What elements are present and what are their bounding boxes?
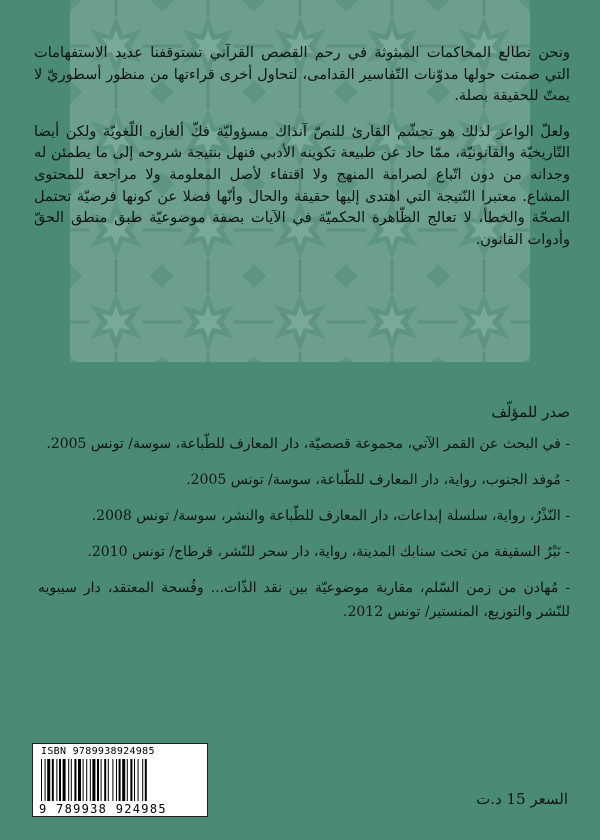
barcode-bar xyxy=(97,759,99,801)
barcode-bar xyxy=(112,759,113,801)
barcode-bar xyxy=(116,759,117,801)
barcode-bar xyxy=(119,759,121,801)
barcode-bar xyxy=(74,759,76,801)
bibliography-item: - نَبْرٌ السقيفة من تحت سنابك المدينة، رواية، دار سحر للنّشر، قرطاج/ تونس 2010. xyxy=(87,544,570,560)
barcode-bar xyxy=(101,759,102,801)
barcode-bar xyxy=(45,759,46,801)
isbn-label: ISBN 9789938924985 xyxy=(41,746,155,757)
barcode-bar xyxy=(145,759,147,801)
bibliography-item: - في البحث عن القمر الآتي، مجموعة قصصيّة، دار المعارف للطّباعة، سوسة/ تونس 2005. xyxy=(46,436,570,452)
bibliography-item: - النّذْرُ، رواية، سلسلة إبداعات، دار المعارف للطّباعة والنشر، سوسة/ تونس 2008. xyxy=(91,508,570,524)
bibliography-heading: صدر للمؤلّف xyxy=(491,403,570,421)
barcode-bar xyxy=(63,759,66,801)
price-label: السعر 15 د.ت xyxy=(476,790,568,808)
barcode-bar xyxy=(92,759,95,801)
isbn-barcode xyxy=(32,743,208,817)
bibliography-item: - مُهادن من زمن السّلم، مقاربة موضوعيّة بين نقد الذّات... وفُسحة المعتقد، دار سيبويه للنّشر والتوزيع، المنستير/ تونس 2012. xyxy=(38,580,570,620)
bibliography-list xyxy=(38,432,570,624)
bibliography-item: - مُوفد الجنوب، رواية، دار المعارف للطّباعة، سوسة/ تونس 2005. xyxy=(186,472,570,488)
back-cover-blurb xyxy=(34,42,570,264)
barcode-bar xyxy=(108,759,109,801)
barcode-bar xyxy=(56,759,57,801)
barcode-bar xyxy=(47,759,50,801)
barcode-bar xyxy=(59,759,61,801)
barcode-bar xyxy=(127,759,128,801)
barcode-bar xyxy=(78,759,81,801)
barcode-bar xyxy=(83,759,84,801)
isbn-digits: 9 789938 924985 xyxy=(39,802,167,816)
barcode-bar xyxy=(138,759,139,801)
barcode-bars xyxy=(39,759,203,801)
barcode-bar xyxy=(41,759,42,801)
author-bibliography xyxy=(38,400,570,636)
barcode-bar xyxy=(86,759,87,801)
barcode-bar xyxy=(122,759,125,801)
barcode-bar xyxy=(68,759,69,801)
barcode-bar xyxy=(71,759,72,801)
barcode-bar xyxy=(104,759,106,801)
barcode-bar xyxy=(52,759,54,801)
blurb-paragraph: ولعلّ الواعز لذلك هو تجشّم القارئ للنصّ آنذاك مسؤوليّة فكّ ألغازه اللّغويّة ولكن أيضا التّاريخيّة والقانونيّة، ممّا حاد عن طبيعة تكوينه الأدبي فنهل بنتيجة شروحه إلى ما يطمئن له وجدانه من دون اتّباع لصرامة المنهج ولا اقتفاء لأصل المعلومة ولا مراجعة للمحتوى المشاع. معتبرا النّتيجة التي اهتدى إليها حقيقة والحال وأنّها فضلا عن كونها فرضيّة تحتمل الصحّة والخطأ، لا تعالج الظّاهرة الحكميّة في الآيات بصفة موضوعيّة طبق منطق الحقّ وأدوات القانون. xyxy=(34,122,570,248)
blurb-paragraph: ونحن نطالع المحاكمات المبثوثة في رحم القصص القرآني تستوقفنا عديد الاستفهامات التي صمتت حولها مدوّنات التّفاسير القدامى، لتحاول أخرى قراءتها من منظور أسطوريّ لا يمتّ للحقيقة بصلة. xyxy=(34,44,570,105)
barcode-bar xyxy=(142,759,143,801)
barcode-bar xyxy=(134,759,135,801)
barcode-bar xyxy=(90,759,91,801)
barcode-bar xyxy=(130,759,132,801)
